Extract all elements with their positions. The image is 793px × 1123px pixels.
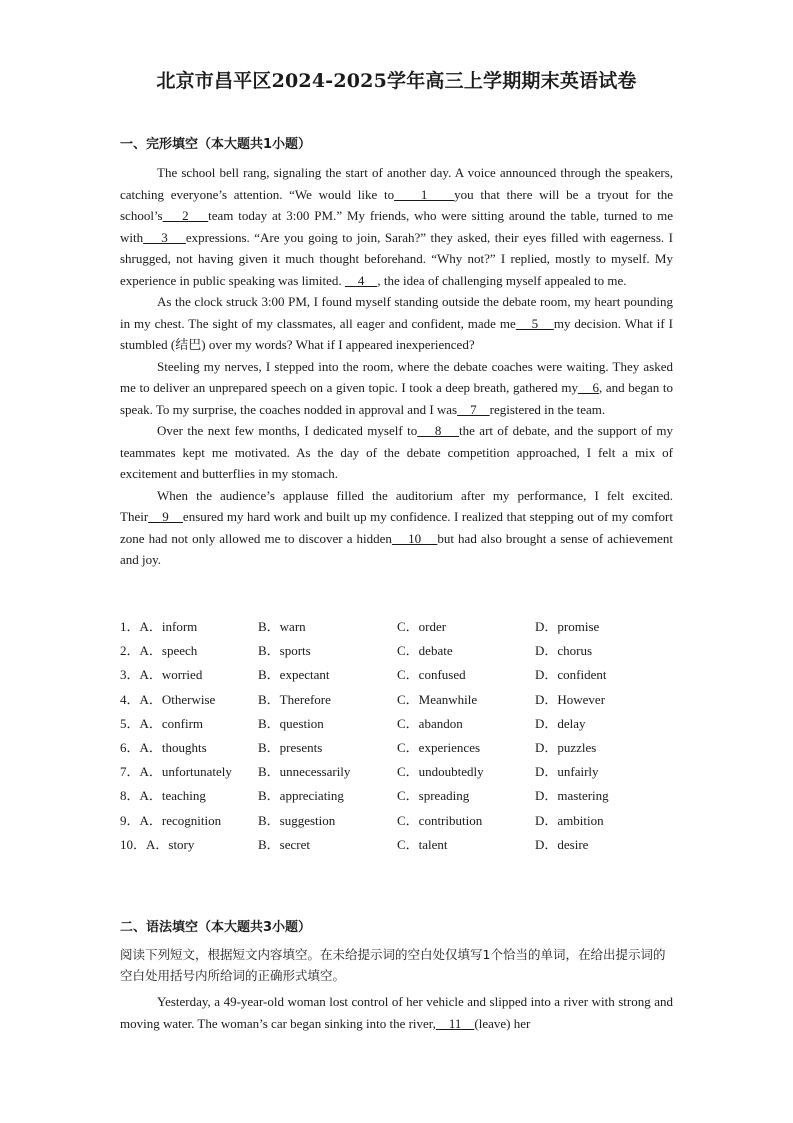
passage-text: team today at 3:00 PM.” My friends, who were sitting around the table, turned to me with bbox=[120, 208, 673, 245]
option-a: 7．A．unfortunately bbox=[120, 764, 232, 780]
option-d: D．delay bbox=[535, 715, 586, 731]
option-b: B．warn bbox=[258, 619, 306, 634]
passage-text: you that there will be a tryout for the school’s bbox=[120, 186, 673, 223]
passage-text: Over the next few months, I dedicated myself to bbox=[157, 423, 418, 438]
option-b: B．secret bbox=[258, 836, 310, 852]
option-b: B．question bbox=[258, 715, 324, 731]
option-a: 1．A．inform bbox=[120, 619, 198, 634]
answer-blank: 3 bbox=[143, 229, 186, 245]
answer-blank: 10 bbox=[391, 530, 438, 546]
answer-blank: 6 bbox=[577, 380, 599, 395]
option-a: 6．A．thoughts bbox=[120, 739, 207, 755]
question-option-row bbox=[120, 785, 680, 809]
question-option-row bbox=[120, 689, 680, 713]
passage-text: As the clock struck 3:00 PM, I found myself standing outside the debate room, my heart pounding in my chest. The sight of my classmates, all eager and confident, made me bbox=[120, 294, 673, 331]
option-b: B．expectant bbox=[258, 667, 330, 683]
passage-text: When the audience’s applause filled the auditorium after my performance, I felt excited. Their bbox=[120, 487, 673, 524]
answer-blank: 8 bbox=[417, 423, 460, 438]
option-c: C．talent bbox=[397, 836, 448, 852]
answer-blank: 7 bbox=[457, 401, 490, 417]
option-c: C．debate bbox=[397, 643, 453, 659]
question-option-row bbox=[120, 616, 680, 640]
passage-text: , and began to speak. To my surprise, the coaches nodded in approval and I was bbox=[120, 380, 674, 417]
answer-blank: 9 bbox=[148, 509, 183, 524]
cloze-paragraph bbox=[120, 485, 673, 571]
passage-text: the art of debate, and the support of my teammates kept me motivated. As the day of the debate competition approached, I felt a mix of excitement and butterflies in my stomach. bbox=[120, 423, 674, 481]
passage-text: registered in the team. bbox=[489, 401, 606, 417]
passage-text: Yesterday, a 49-year-old woman lost control of her vehicle and slipped into a river with strong and moving water. The woman’s car began sinking into the river, bbox=[120, 994, 673, 1031]
passage-text: ensured my hard work and built up my confidence. I realized that stepping out of my comfort zone had not only allowed me to discover a hidden bbox=[120, 509, 674, 546]
option-c: C．experiences bbox=[397, 739, 481, 755]
option-a: 5．A．confirm bbox=[120, 715, 204, 731]
exam-title: 北京市昌平区2024-2025学年高三上学期期末英语试卷 bbox=[156, 70, 637, 92]
passage-text: but had also brought a sense of achievement and joy. bbox=[120, 530, 673, 567]
option-c: C．confused bbox=[397, 667, 466, 683]
cloze-paragraph bbox=[120, 291, 673, 356]
option-c: C．undoubtedly bbox=[397, 764, 484, 780]
passage-text: (leave) her bbox=[474, 1015, 531, 1031]
cloze-options bbox=[120, 616, 680, 858]
answer-blank: 1 bbox=[394, 186, 455, 202]
answer-blank: 2 bbox=[162, 208, 209, 223]
option-d: D．promise bbox=[535, 619, 600, 634]
grammar-passage bbox=[120, 991, 673, 1034]
question-option-row bbox=[120, 664, 680, 688]
option-d: D．chorus bbox=[535, 643, 593, 659]
question-option-row bbox=[120, 834, 680, 858]
option-b: B．appreciating bbox=[258, 788, 344, 804]
option-c: C．order bbox=[397, 619, 447, 634]
section-1-heading: 一、完形填空（本大题共1小题） bbox=[120, 137, 312, 152]
option-c: C．Meanwhile bbox=[397, 691, 478, 707]
grammar-instruction: 阅读下列短文，根据短文内容填空。在未给提示词的空白处仅填写1个恰当的单词，在给出提示词的空白处用括号内所给词的正确形式填空。 bbox=[120, 947, 666, 983]
cloze-paragraph bbox=[120, 356, 673, 421]
option-a: 2．A．speech bbox=[120, 643, 198, 659]
option-c: C．abandon bbox=[397, 715, 463, 731]
option-a: 9．A．recognition bbox=[120, 812, 222, 828]
option-d: D．confident bbox=[535, 667, 607, 683]
passage-text: my decision. What if I stumbled (结巴) over my words? What if I appeared inexperienced? bbox=[120, 315, 674, 352]
question-option-row bbox=[120, 761, 680, 785]
option-d: D．mastering bbox=[535, 788, 609, 804]
passage-text: , the idea of challenging myself appealed to me. bbox=[377, 272, 627, 288]
question-option-row bbox=[120, 810, 680, 834]
cloze-paragraph bbox=[120, 420, 673, 485]
cloze-paragraph bbox=[120, 162, 673, 291]
answer-blank: 5 bbox=[515, 315, 554, 331]
option-d: D．puzzles bbox=[535, 739, 597, 755]
passage-text: expressions. “Are you going to join, Sarah?” they asked, their eyes filled with eagerness. I shrugged, not having given it much thought beforehand. “Why not?” I replied, mostly to myself. My experience in public speaking was limited. bbox=[120, 229, 674, 288]
option-d: D．ambition bbox=[535, 812, 604, 828]
option-c: C．contribution bbox=[397, 812, 483, 828]
option-b: B．Therefore bbox=[258, 691, 331, 707]
question-option-row bbox=[120, 640, 680, 664]
section-2-heading: 二、语法填空（本大题共3小题） bbox=[120, 920, 312, 935]
option-a: 4．A．Otherwise bbox=[120, 691, 216, 707]
question-option-row bbox=[120, 713, 680, 737]
answer-blank: 4 bbox=[344, 272, 378, 288]
cloze-passage bbox=[120, 162, 673, 571]
option-b: B．presents bbox=[258, 739, 323, 755]
grammar-paragraph bbox=[120, 991, 673, 1034]
option-a: 8．A．teaching bbox=[120, 788, 206, 804]
option-b: B．sports bbox=[258, 643, 311, 659]
option-b: B．suggestion bbox=[258, 812, 336, 828]
passage-text: Steeling my nerves, I stepped into the room, where the debate coaches were waiting. They asked me to deliver an unprepared speech on a given topic. I took a deep breath, gathered my bbox=[120, 358, 673, 395]
passage-text: The school bell rang, signaling the start of another day. A voice announced through the speakers, catching everyone’s attention. “We would like to bbox=[120, 165, 673, 202]
option-d: D．desire bbox=[535, 836, 589, 852]
option-b: B．unnecessarily bbox=[258, 764, 351, 780]
option-d: D．unfairly bbox=[535, 764, 599, 780]
option-c: C．spreading bbox=[397, 788, 470, 804]
option-d: D．However bbox=[535, 691, 606, 707]
question-option-row bbox=[120, 737, 680, 761]
option-a: 3．A．worried bbox=[120, 667, 203, 683]
answer-blank: 11 bbox=[435, 1015, 475, 1031]
option-a: 10．A．story bbox=[120, 836, 195, 852]
